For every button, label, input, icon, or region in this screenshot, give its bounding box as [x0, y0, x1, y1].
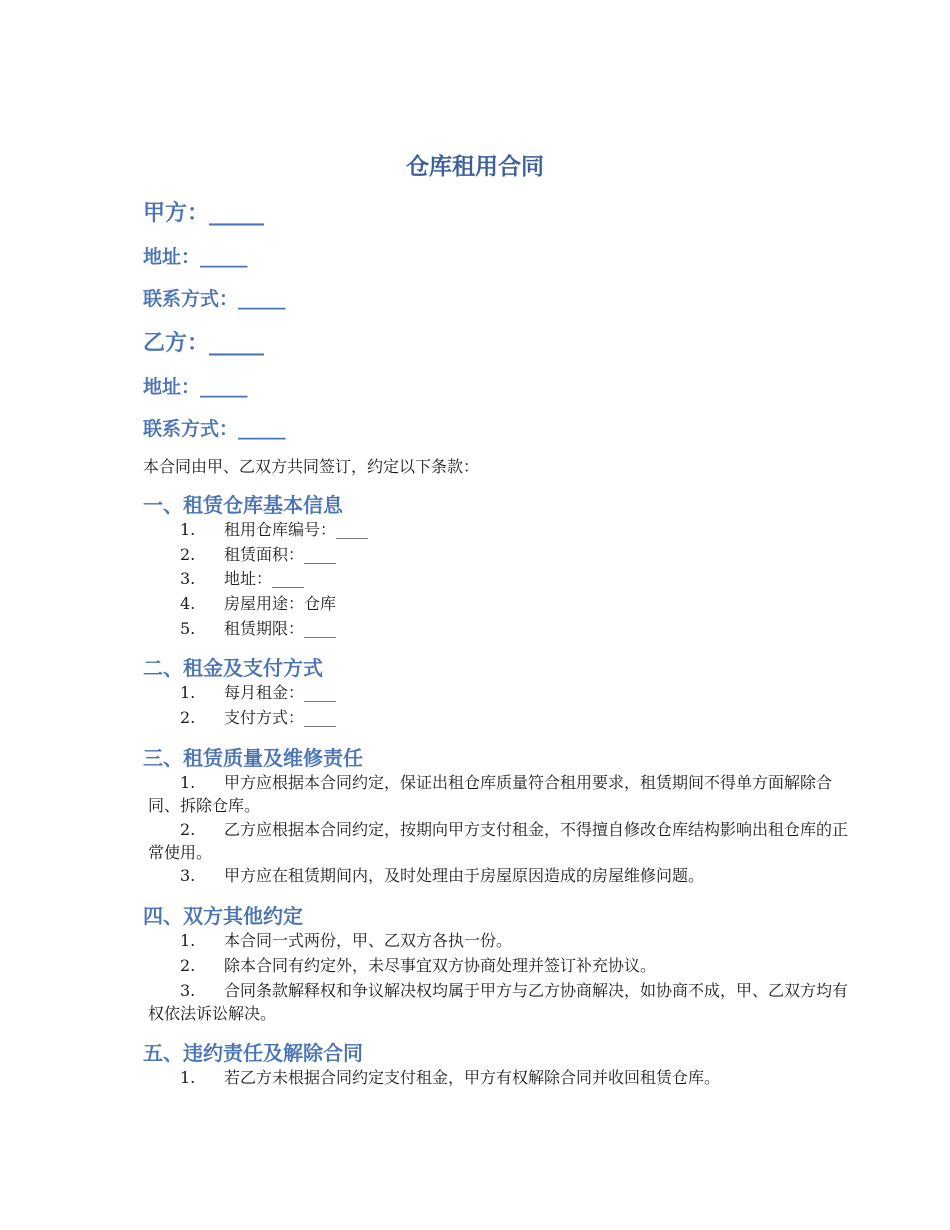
item-number: 4. — [180, 594, 196, 613]
item-text: 甲方应根据本合同约定，保证出租仓库质量符合租用要求，租赁期间不得单方面解除合同、拆除仓库。 — [148, 773, 833, 815]
party-b-contact: 联系方式：_____ — [143, 418, 286, 440]
party-a-name: 甲方：_____ — [143, 201, 265, 226]
item-number: 5. — [180, 619, 196, 638]
item-number: 3. — [180, 981, 196, 1000]
item-number: 2. — [180, 820, 196, 839]
list-item — [180, 543, 336, 566]
item-number: 1. — [180, 520, 196, 539]
item-text: 支付方式：____ — [224, 708, 337, 727]
section-heading: 二、租金及支付方式 — [143, 656, 323, 680]
item-number: 2. — [180, 956, 196, 975]
document-title: 仓库租用合同 — [406, 154, 544, 180]
list-item — [180, 864, 704, 887]
item-text: 乙方应根据本合同约定，按期向甲方支付租金，不得擅自修改仓库结构影响出租仓库的正常使用。 — [148, 820, 849, 862]
item-number: 2. — [180, 545, 196, 564]
item-number: 3. — [180, 569, 196, 588]
list-item — [180, 706, 336, 729]
item-number: 3. — [180, 866, 196, 885]
list-item — [180, 681, 336, 704]
item-text: 租赁期限：____ — [224, 619, 337, 638]
list-item — [180, 567, 304, 590]
section-heading: 四、双方其他约定 — [143, 904, 303, 928]
item-text: 除本合同有约定外，未尽事宜双方协商处理并签订补充协议。 — [224, 956, 657, 975]
list-item — [180, 617, 336, 640]
item-number: 1. — [180, 1068, 196, 1087]
clause-paragraph — [148, 771, 848, 817]
list-item — [180, 954, 656, 977]
party-b-address: 地址：_____ — [143, 376, 248, 398]
clause-paragraph — [148, 979, 848, 1025]
list-item — [180, 929, 512, 952]
section-heading: 五、违约责任及解除合同 — [143, 1041, 363, 1065]
item-text: 甲方应在租赁期间内，及时处理由于房屋原因造成的房屋维修问题。 — [224, 866, 705, 885]
item-text: 合同条款解释权和争议解决权均属于甲方与乙方协商解决，如协商不成，甲、乙双方均有权依法诉讼解决。 — [148, 981, 849, 1023]
item-text: 房屋用途：仓库 — [224, 594, 337, 613]
section-heading: 三、租赁质量及维修责任 — [143, 746, 363, 770]
party-a-contact: 联系方式：_____ — [143, 288, 286, 310]
section-heading: 一、租赁仓库基本信息 — [143, 493, 343, 517]
item-text: 地址：____ — [224, 569, 305, 588]
list-item — [180, 592, 336, 615]
item-number: 2. — [180, 708, 196, 727]
clause-paragraph — [148, 818, 848, 864]
list-item — [180, 518, 368, 541]
party-a-address: 地址：_____ — [143, 246, 248, 268]
item-text: 每月租金：____ — [224, 683, 337, 702]
item-text: 租用仓库编号：____ — [224, 520, 369, 539]
item-number: 1. — [180, 931, 196, 950]
item-text: 租赁面积：____ — [224, 545, 337, 564]
party-b-name: 乙方：_____ — [143, 331, 265, 356]
item-number: 1. — [180, 773, 196, 792]
intro-text: 本合同由甲、乙双方共同签订，约定以下条款： — [143, 457, 480, 476]
item-text: 本合同一式两份，甲、乙双方各执一份。 — [224, 931, 513, 950]
item-text: 若乙方未根据合同约定支付租金，甲方有权解除合同并收回租赁仓库。 — [224, 1068, 721, 1087]
item-number: 1. — [180, 683, 196, 702]
list-item — [180, 1066, 720, 1089]
